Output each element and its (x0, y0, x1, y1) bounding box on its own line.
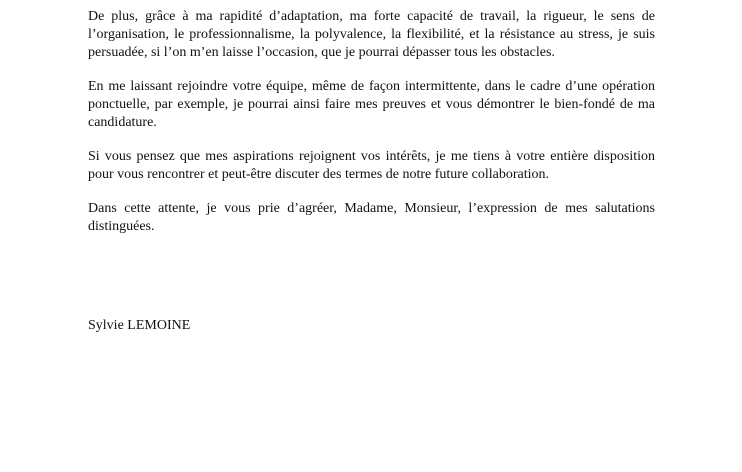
paragraph-join-team: En me laissant rejoindre votre équipe, même de façon intermittente, dans le cadre d’une opération ponctuelle, par exemple, je pourrai ainsi faire mes preuves et vous démontrer le bien-fondé de ma candidature. (88, 79, 655, 130)
signature-name: Sylvie LEMOINE (88, 318, 191, 333)
letter-body (88, 8, 655, 252)
paragraph-availability: Si vous pensez que mes aspirations rejoignent vos intérêts, je me tiens à votre entière disposition pour vous rencontrer et peut-être discuter des termes de notre future collaboration. (88, 149, 655, 182)
paragraph-qualities: De plus, grâce à ma rapidité d’adaptation, ma forte capacité de travail, la rigueur, le sens de l’organisation, le professionnalisme, la polyvalence, la flexibilité, et la résistance au stress, je suis persuadée, si l’on m’en laisse l’occasion, que je pourrai dépasser tous les obstacles. (88, 9, 655, 60)
paragraph-closing-formula: Dans cette attente, je vous prie d’agréer, Madame, Monsieur, l’expression de mes salutations distinguées. (88, 201, 655, 234)
